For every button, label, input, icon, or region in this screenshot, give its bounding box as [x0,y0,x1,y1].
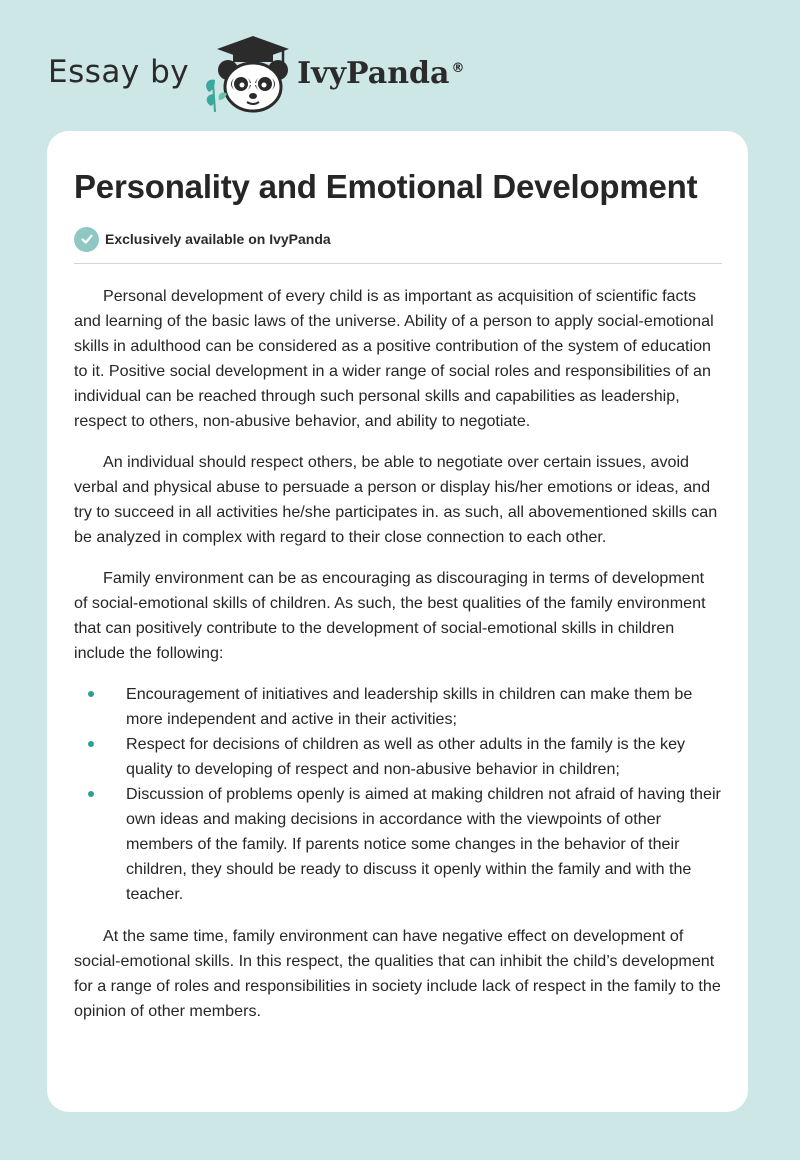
paragraph: At the same time, family environment can have negative effect on development of social-emotional skills. In this respect, the qualities that can inhibit the child’s development for a range of roles and responsibilities in society include lack of respect in the family to the opinion of other members. [74,927,721,1020]
list-item [74,732,722,782]
bullet-icon [88,791,94,797]
ivypanda-logo-icon[interactable] [203,34,295,114]
check-icon [74,227,99,252]
exclusive-badge-text: Exclusively available on IvyPanda [105,231,331,247]
paragraph: Personal development of every child is as important as acquisition of scientific facts and learning of the basic laws of the universe. Ability of a person to apply social-emotional skills in adulthood can be considered as a positive contribution of the system of education to it. Positive social development in a wider range of social roles and responsibilities of an individual can be reached through such personal skills and capabilities as leadership, respect to others, non-abusive behavior, and ability to negotiate. [74,287,714,430]
bullet-icon [88,691,94,697]
list-item-text: Respect for decisions of children as well as other adults in the family is the key quality to developing of respect and non-abusive behavior in children; [126,735,686,778]
divider [74,263,722,264]
exclusive-badge [74,225,722,253]
bullet-icon [88,741,94,747]
essay-by-label: Essay by [48,54,190,90]
essay-card [47,131,748,1112]
site-header [48,34,464,114]
list-item [74,782,722,907]
list-item [74,682,722,732]
paragraph: An individual should respect others, be able to negotiate over certain issues, avoid verbal and physical abuse to persuade a person or display his/her emotions or ideas, and try to succeed in all activities he/she participates in. as such, all abovementioned skills can be analyzed in complex with regard to their close connection to each other. [74,453,718,546]
brand-name[interactable] [297,56,464,91]
page-title: Personality and Emotional Development [74,168,698,205]
panda-logo-icon [203,34,295,114]
bullet-list [74,682,722,907]
list-item-text: Encouragement of initiatives and leadership skills in children can make them be more independent and active in their activities; [126,685,693,728]
list-item-text: Discussion of problems openly is aimed at making children not afraid of having their own ideas and making decisions in accordance with the viewpoints of other members of the family. If parents notice some changes in the behavior of their children, they should be ready to discuss it openly within the family and with the teacher. [126,785,721,903]
paragraph: Family environment can be as encouraging as discouraging in terms of development of social-emotional skills of children. As such, the best qualities of the family environment that can positively contribute to the development of social-emotional skills in children include the following: [74,569,706,662]
registered-mark: ® [451,60,465,76]
brand-name-text: IvyPanda [297,55,450,91]
